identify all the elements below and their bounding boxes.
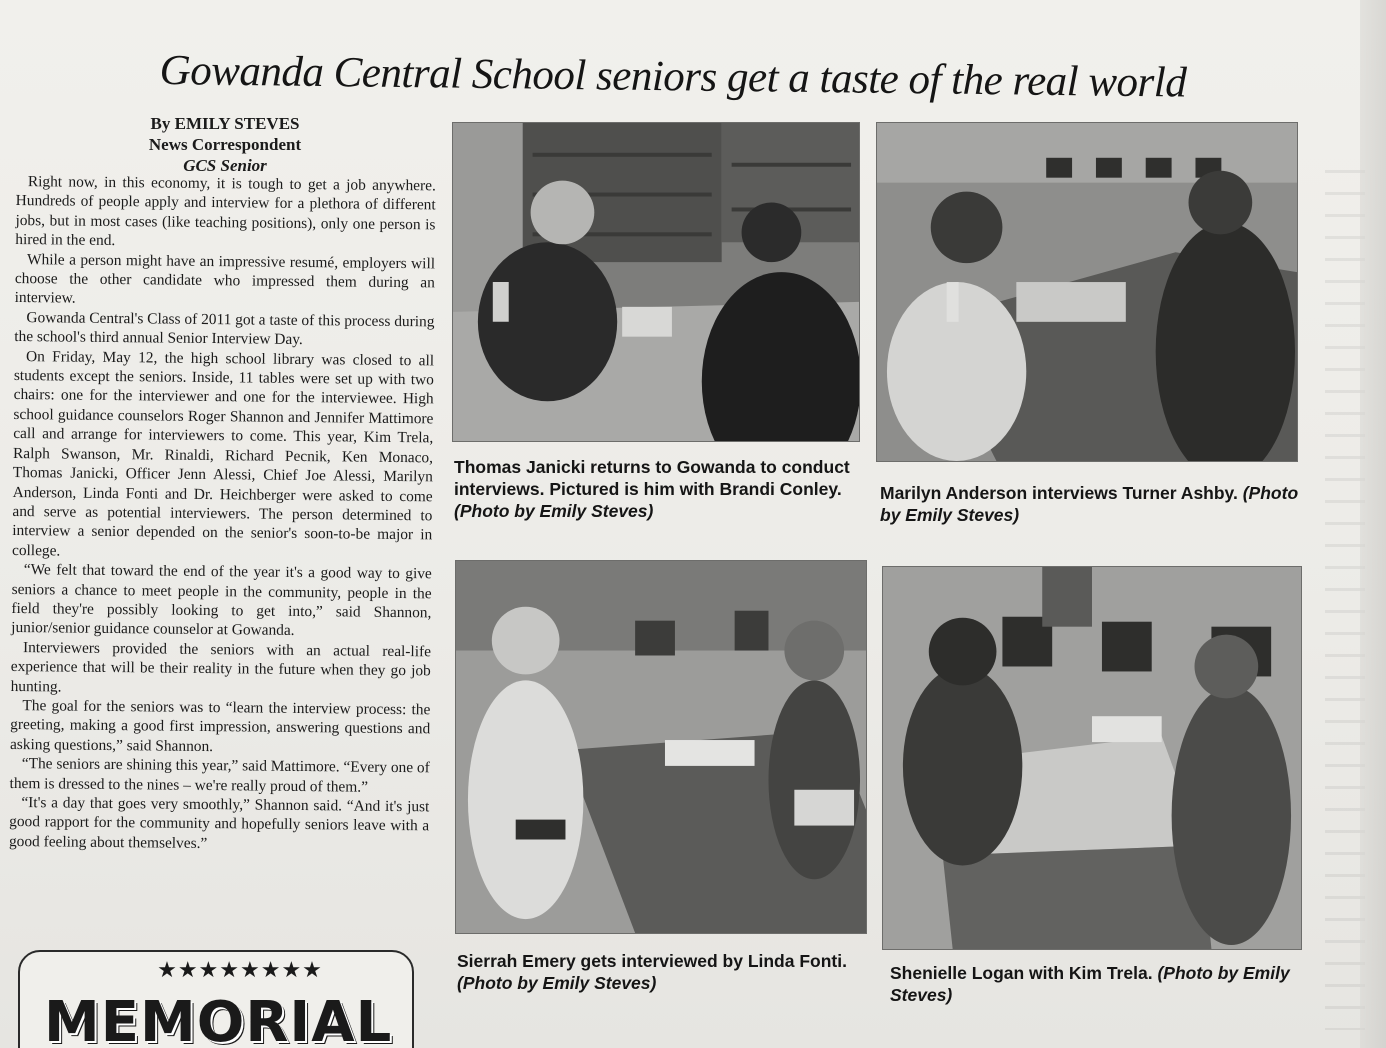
byline-author: By EMILY STEVES <box>150 114 300 133</box>
caption-credit: (Photo by Emily Steves) <box>890 963 1290 1005</box>
paragraph: The goal for the seniors was to “learn the interview process: the greeting, making a good first impression, answering questions and asking questions,” said Shannon. <box>9 697 431 755</box>
paragraph: On Friday, May 12, the high school library was closed to all students except the seniors. Inside, 11 tables were set up with two chairs: one for the interviewer and one for the interviewee. High school guidance counselors Roger Shannon and Jennifer Mattimore call and arrange for interviewers to come. This year, Kim Trela, Ralph Swanson, Mr. Rinaldi, Richard Pecnik, Ken Monaco, Thomas Janicki, Officer Jenn Alessi, Chief Joe Alessi, Marilyn Anderson, Linda Fonti and Dr. Heichberger were asked to come and serve as potential interviewers. The person determined to interview a senior depended on the senior's soon-to-be major in college. <box>11 347 435 560</box>
paragraph: While a person might have an impressive resumé, employers will choose the other candidate who impressed them during an interview. <box>14 250 436 308</box>
photo-anderson-ashby <box>876 122 1298 462</box>
paragraph: Gowanda Central's Class of 2011 got a taste of this process during the school's third annual Senior Interview Day. <box>14 308 435 349</box>
photo-caption <box>454 456 864 522</box>
byline <box>110 113 340 176</box>
memorial-ad <box>18 950 414 1048</box>
photo-emery-fonti <box>455 560 867 934</box>
byline-section: GCS Senior <box>183 156 267 175</box>
photo-janicki-conley <box>452 122 860 442</box>
adjacent-page-text <box>1325 170 1365 1030</box>
caption-text: Thomas Janicki returns to Gowanda to conduct interviews. Pictured is him with Brandi Conley. <box>454 457 850 499</box>
caption-text: Marilyn Anderson interviews Turner Ashby. <box>880 483 1238 503</box>
ad-stars: ★★★★★★★★ <box>157 958 323 983</box>
photo-caption <box>457 950 877 994</box>
paragraph: “We felt that toward the end of the year it's a good way to give seniors a chance to meet people in the community, people in the field they're possibly looking to get into,” said Shannon, junior/senior guidance counselor at Gowanda. <box>11 561 432 640</box>
ad-wordmark: MEMORIAL <box>44 990 393 1048</box>
article-body <box>9 172 436 856</box>
photo-caption <box>880 482 1310 526</box>
paragraph: Interviewers provided the seniors with an actual real-life experience that will be their reality in the future when they go job hunting. <box>10 638 432 696</box>
headline: Gowanda Central School seniors get a taste of the real world <box>159 46 1187 107</box>
paragraph: “The seniors are shining this year,” said Mattimore. “Every one of them is dressed to the nines – we're really proud of them.” <box>9 755 430 796</box>
paragraph: Right now, in this economy, it is tough to get a job anywhere. Hundreds of people apply and interview for a plethora of different jobs, but in most cases (like teaching positions), only one person is hired in the end. <box>15 173 436 250</box>
caption-text: Shenielle Logan with Kim Trela. <box>890 963 1153 983</box>
paragraph: “It's a day that goes very smoothly,” Shannon said. “And it's just good rapport for the community and hopefully seniors leave with a good feeling about themselves.” <box>8 794 430 852</box>
caption-text: Sierrah Emery gets interviewed by Linda Fonti. <box>457 951 847 971</box>
caption-credit: (Photo by Emily Steves) <box>457 973 657 993</box>
caption-credit: (Photo by Emily Steves) <box>880 483 1299 525</box>
byline-role: News Correspondent <box>148 135 302 154</box>
caption-credit: (Photo by Emily Steves) <box>454 501 654 521</box>
photo-logan-trela <box>882 566 1302 950</box>
page-edge <box>1360 0 1386 1048</box>
photo-caption <box>890 962 1314 1006</box>
